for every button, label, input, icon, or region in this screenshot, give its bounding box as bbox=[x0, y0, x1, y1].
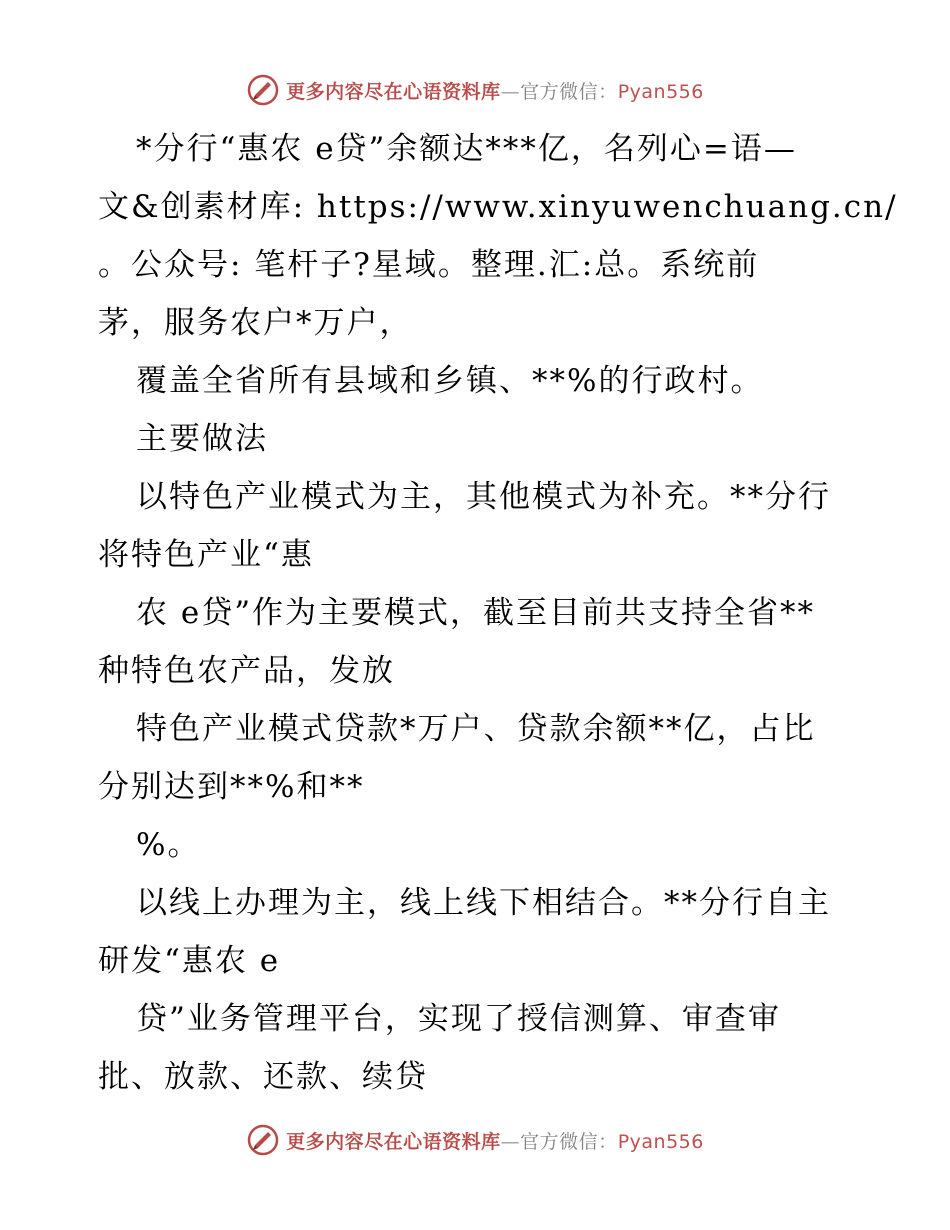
header-banner-separator: — bbox=[500, 80, 521, 103]
body-line-8: 将特色产业“惠 bbox=[98, 537, 314, 573]
body-line-7: 以特色产业模式为主，其他模式为补充。**分行 bbox=[136, 479, 831, 515]
body-line-12: 分别达到**%和** bbox=[98, 769, 365, 805]
header-banner-account: Pyan556 bbox=[617, 80, 704, 103]
brand-logo-icon bbox=[246, 73, 280, 107]
body-line-2: 文&创素材库: https://www.xinyuwenchuang.cn/ bbox=[98, 189, 898, 225]
body-line-5: 覆盖全省所有县域和乡镇、**%的行政村。 bbox=[136, 363, 764, 399]
header-banner-text bbox=[286, 77, 704, 104]
body-line-1: *分行“惠农 e贷”余额达***亿，名列心=语— bbox=[136, 131, 797, 167]
section-heading: 主要做法 bbox=[136, 421, 268, 457]
body-line-11: 特色产业模式贷款*万户、贷款余额**亿，占比 bbox=[136, 711, 816, 747]
header-banner-brand: 更多内容尽在心语资料库 bbox=[286, 80, 501, 103]
body-line-17: 批、放款、还款、续贷 bbox=[98, 1059, 428, 1095]
document-body bbox=[98, 120, 898, 1106]
brand-logo-icon bbox=[246, 1123, 280, 1157]
footer-banner-text bbox=[286, 1127, 704, 1154]
header-banner-label: 官方微信： bbox=[520, 80, 618, 103]
footer-banner-separator: — bbox=[500, 1130, 521, 1153]
footer-banner-account: Pyan556 bbox=[617, 1130, 704, 1153]
body-line-14: 以线上办理为主，线上线下相结合。**分行自主 bbox=[136, 885, 831, 921]
footer-watermark-banner bbox=[0, 1120, 950, 1160]
footer-banner-label: 官方微信： bbox=[520, 1130, 618, 1153]
body-line-3: 。公众号: 笔杆子?星域。整理.汇:总。系统前 bbox=[98, 247, 760, 283]
body-line-13: %。 bbox=[136, 827, 201, 863]
body-line-10: 种特色农产品，发放 bbox=[98, 653, 395, 689]
body-line-9: 农 e贷”作为主要模式，截至目前共支持全省** bbox=[136, 595, 816, 631]
header-watermark-banner bbox=[0, 70, 950, 110]
body-line-15: 研发“惠农 e bbox=[98, 943, 281, 979]
body-line-16: 贷”业务管理平台，实现了授信测算、审查审 bbox=[136, 1001, 781, 1037]
body-line-4: 茅，服务农户*万户， bbox=[98, 305, 413, 341]
footer-banner-brand: 更多内容尽在心语资料库 bbox=[286, 1130, 501, 1153]
